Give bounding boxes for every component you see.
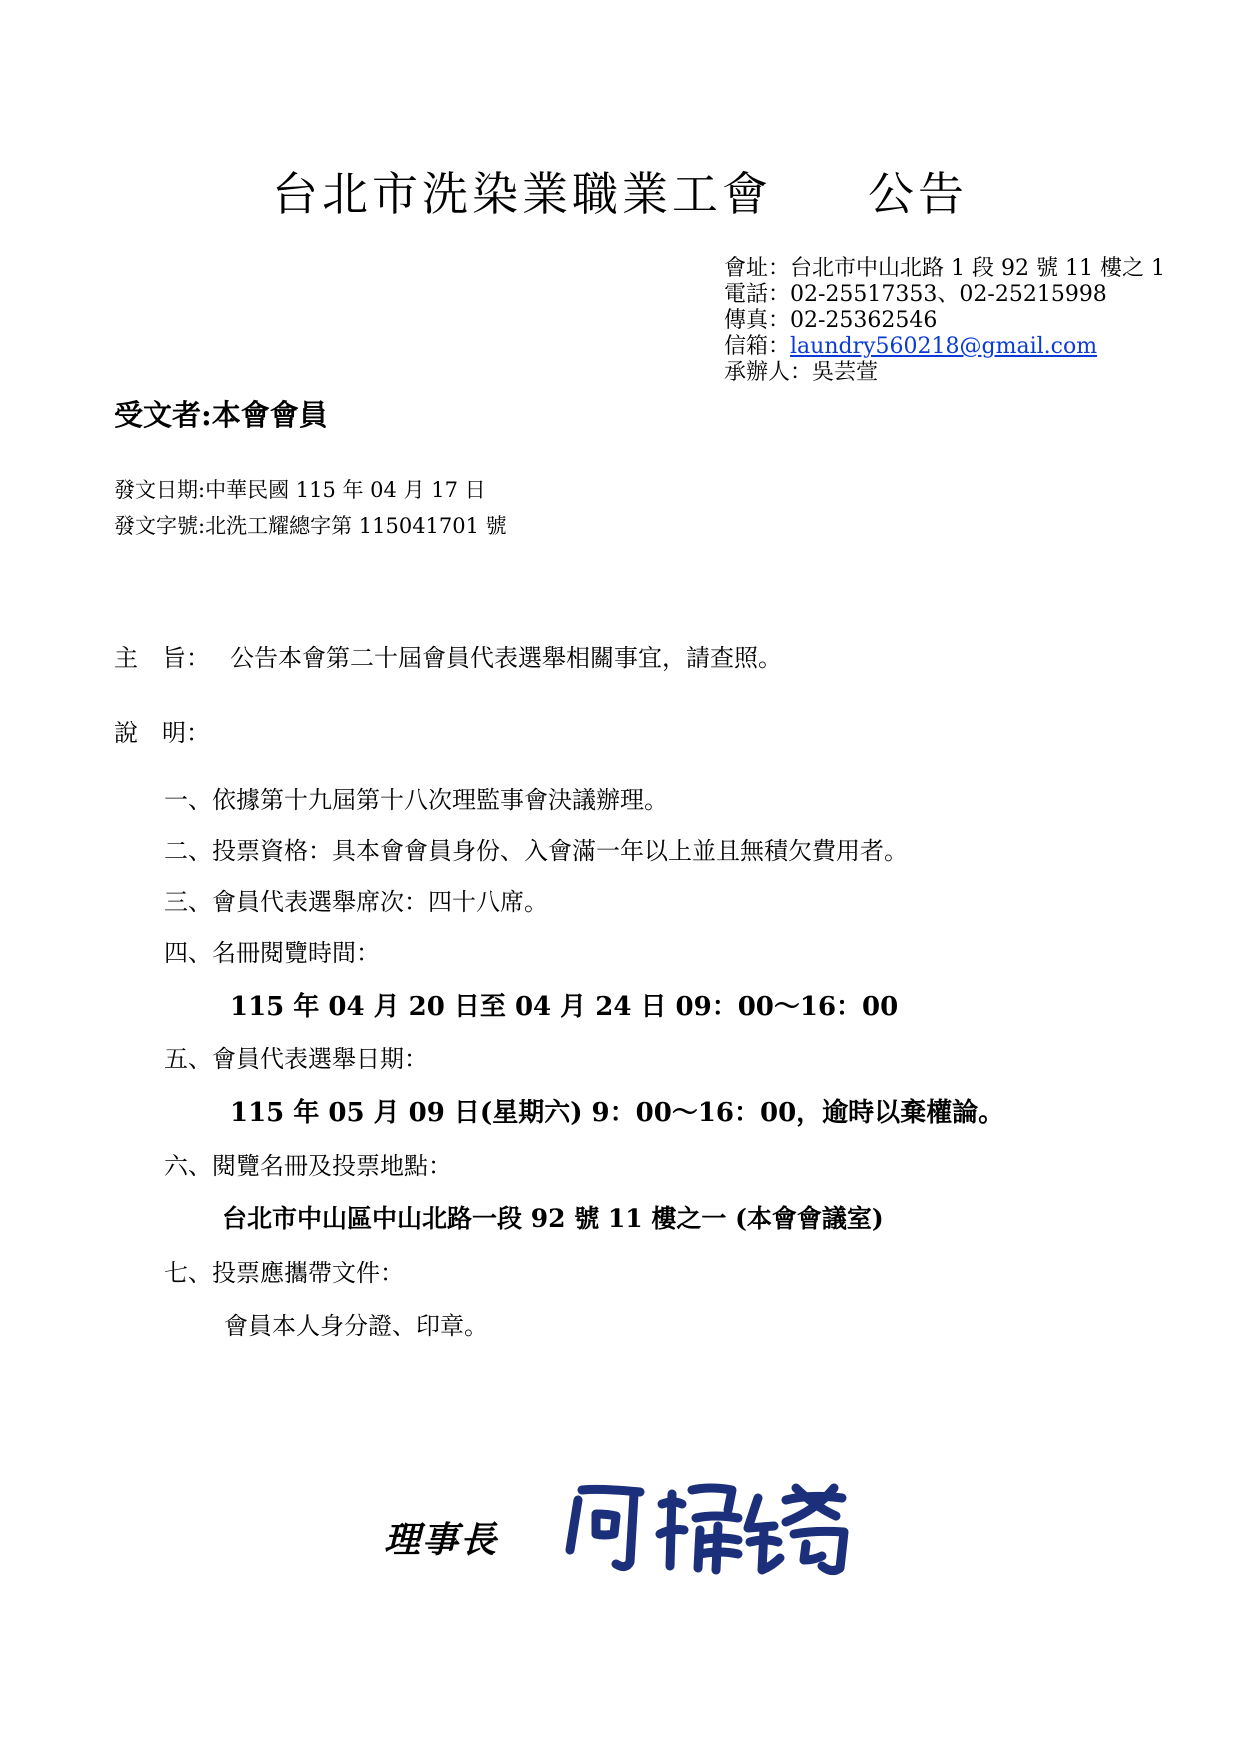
explanation-label: 說 明：	[114, 719, 210, 747]
contact-email-label: 信箱：	[724, 334, 791, 359]
document-number: 發文字號:北洗工耀總字第 115041701 號	[114, 514, 507, 538]
viewing-period: 115 年 04 月 20 日至 04 月 24 日 09：00～16：00	[230, 992, 899, 1022]
contact-address: 會址：台北市中山北路 1 段 92 號 11 樓之 1	[724, 256, 1165, 281]
subject	[114, 638, 782, 673]
required-documents: 會員本人身分證、印章。	[224, 1312, 488, 1340]
recipient: 受文者:本會會員	[114, 398, 328, 432]
subject-label: 主 旨：	[114, 644, 210, 672]
contact-email-link[interactable]: laundry560218@gmail.com	[790, 334, 1098, 359]
document-kind: 公告	[868, 167, 968, 221]
explanation-item-7: 七、投票應攜帶文件：	[164, 1259, 404, 1287]
voting-location: 台北市中山區中山北路一段 92 號 11 樓之一 (本會會議室)	[222, 1204, 884, 1233]
election-date: 115 年 05 月 09 日(星期六) 9：00～16：00，逾時以棄權論。	[230, 1098, 1005, 1128]
subject-text: 公告本會第二十屆會員代表選舉相關事宜，請查照。	[230, 644, 782, 672]
issue-date: 發文日期:中華民國 115 年 04 月 17 日	[114, 478, 486, 502]
contact-phone: 電話：02-25517353、02-25215998	[724, 282, 1107, 307]
handwritten-signature	[560, 1470, 860, 1580]
explanation-item-5: 五、會員代表選舉日期：	[164, 1045, 428, 1073]
chairman-title: 理事長	[384, 1519, 499, 1561]
explanation-item-3: 三、會員代表選舉席次：四十八席。	[164, 888, 548, 916]
explanation-item-1: 一、依據第十九屆第十八次理監事會決議辦理。	[164, 786, 668, 814]
document-meta	[114, 472, 507, 544]
contact-email-row	[724, 334, 1165, 360]
contact-fax: 傳真：02-25362546	[724, 308, 938, 333]
explanation-item-2: 二、投票資格：具本會會員身份、入會滿一年以上並且無積欠費用者。	[164, 837, 908, 865]
signature-block	[0, 1470, 1240, 1590]
contact-block	[724, 256, 1165, 386]
explanation-item-6: 六、閱覽名冊及投票地點：	[164, 1152, 452, 1180]
explanation-item-4: 四、名冊閱覽時間：	[164, 939, 380, 967]
organization-name: 台北市洗染業職業工會	[272, 167, 772, 221]
contact-handler: 承辦人：吳芸萱	[724, 360, 879, 385]
